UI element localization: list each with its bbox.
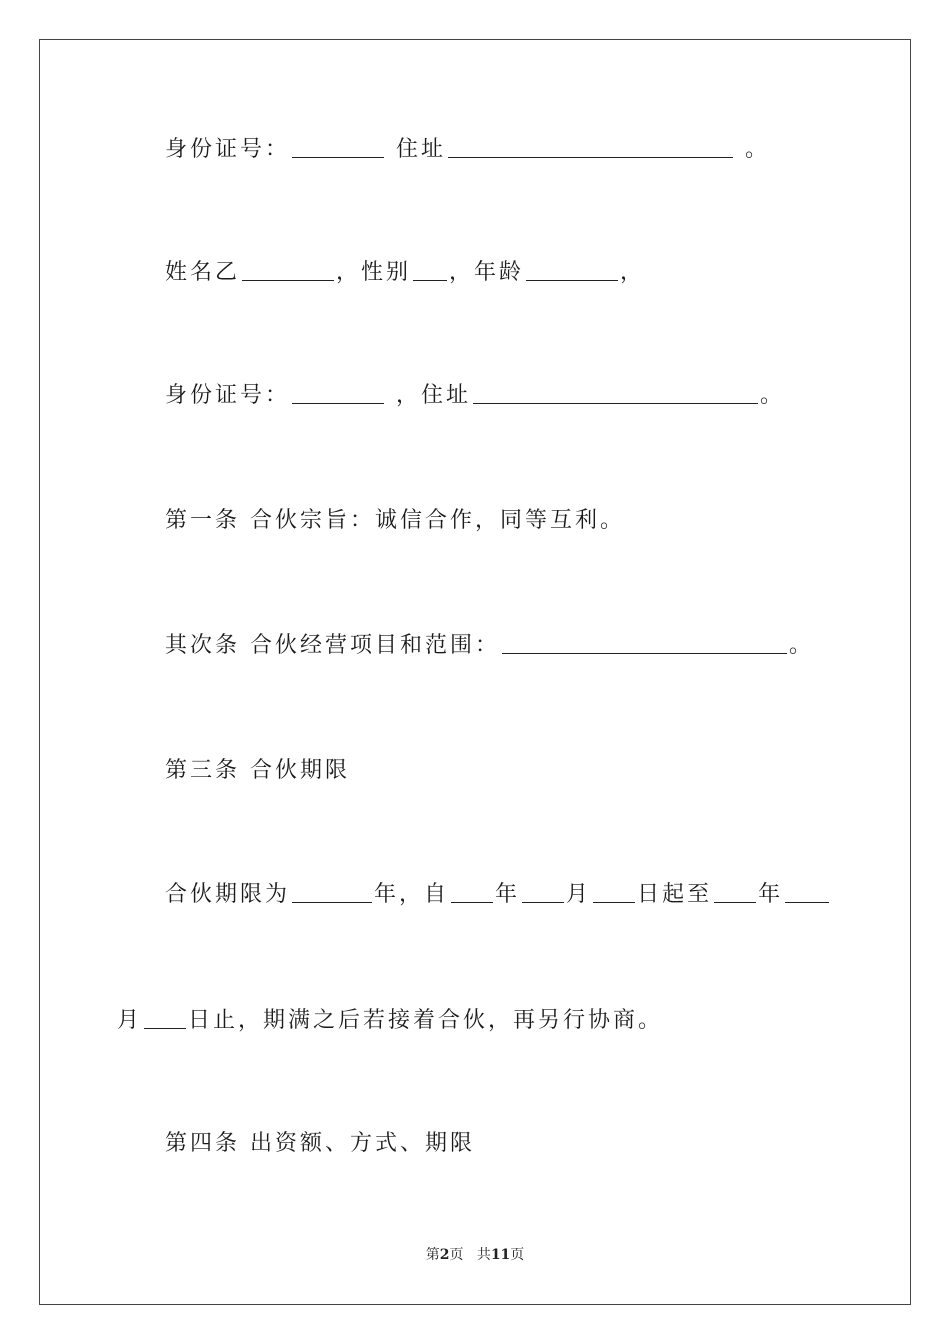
article-4-heading: 第四条 出资额、方式、期限 (165, 1131, 475, 1156)
id-number-blank[interactable] (292, 135, 384, 158)
sentence-end: 。 (760, 383, 786, 408)
age-blank[interactable] (526, 258, 618, 281)
page-border (39, 39, 911, 1305)
start-day-blank[interactable] (593, 880, 635, 903)
total-prefix: 共 (476, 1247, 491, 1263)
article-2-line (165, 631, 814, 661)
term-line-continued (117, 1006, 663, 1036)
start-year-blank[interactable] (451, 880, 493, 903)
address-blank[interactable] (473, 381, 758, 404)
year-label: 年 (758, 882, 784, 907)
address-blank[interactable] (448, 135, 733, 158)
from-label: 年，自 (374, 882, 450, 907)
page-suffix: 页 (449, 1247, 464, 1263)
term-rest: 日止，期满之后若接着合伙，再另行协商。 (188, 1008, 664, 1033)
address-label: 住址 (396, 137, 447, 162)
until-label: 日起至 (637, 882, 713, 907)
term-years-blank[interactable] (292, 880, 372, 903)
id-number-label: 身份证号： (165, 137, 291, 162)
page-prefix: 第 (425, 1247, 440, 1263)
month-label: 月 (117, 1008, 143, 1033)
page-number: 2 (439, 1247, 450, 1263)
year-label: 年 (495, 882, 521, 907)
name-b-line (165, 258, 645, 288)
term-line (165, 880, 831, 910)
id-number-line-a (165, 135, 770, 165)
article-2-label: 其次条 合伙经营项目和范围： (165, 633, 500, 658)
gender-label: ，性别 (336, 260, 412, 285)
start-month-blank[interactable] (522, 880, 564, 903)
total-pages: 11 (490, 1247, 511, 1263)
month-label: 月 (566, 882, 592, 907)
end-day-blank[interactable] (144, 1006, 186, 1029)
id-number-label: 身份证号： (165, 383, 291, 408)
article-3-heading: 第三条 合伙期限 (165, 758, 350, 783)
end-year-blank[interactable] (714, 880, 756, 903)
comma: ， (620, 260, 646, 285)
total-suffix: 页 (510, 1247, 525, 1263)
business-scope-blank[interactable] (502, 631, 787, 654)
page-footer (0, 1245, 950, 1265)
article-1: 第一条 合伙宗旨：诚信合作，同等互利。 (165, 508, 625, 533)
gender-blank[interactable] (413, 258, 447, 281)
end-month-blank[interactable] (785, 880, 829, 903)
name-b-label: 姓名乙 (165, 260, 241, 285)
sentence-end: 。 (789, 633, 815, 658)
id-number-line-b (165, 381, 785, 411)
address-label: ，住址 (396, 383, 472, 408)
name-b-blank[interactable] (242, 258, 334, 281)
age-label: ，年龄 (449, 260, 525, 285)
sentence-end: 。 (745, 137, 771, 162)
id-number-blank[interactable] (292, 381, 384, 404)
term-label: 合伙期限为 (165, 882, 291, 907)
